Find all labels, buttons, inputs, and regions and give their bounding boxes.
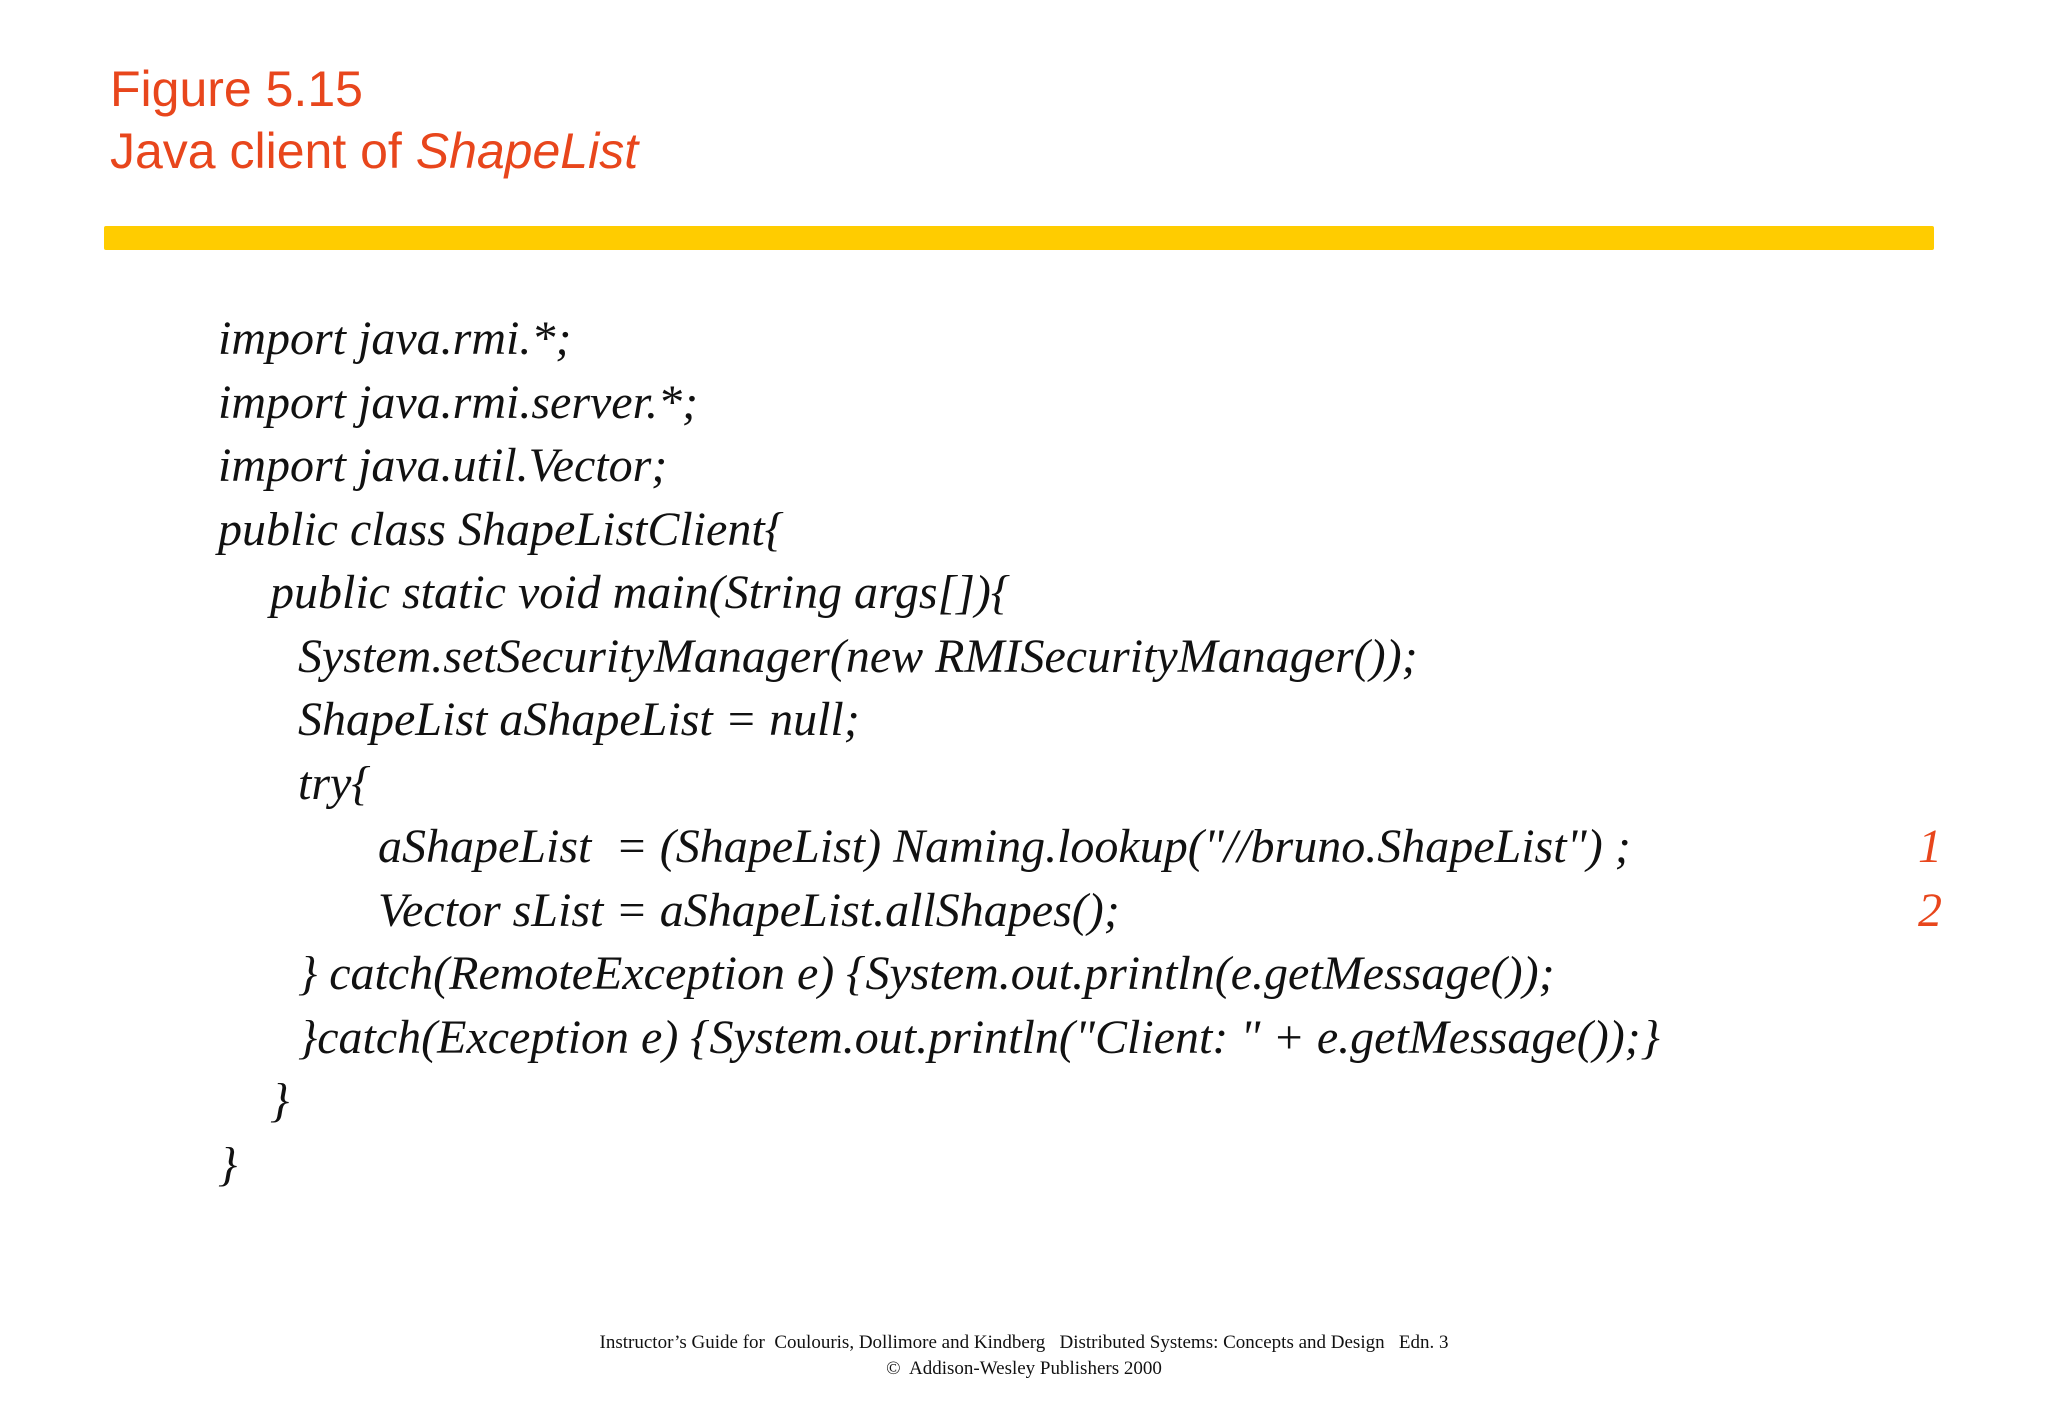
code-text: import java.rmi.*; xyxy=(218,312,572,365)
code-text: public static void main(String args[]){ xyxy=(270,566,1011,619)
code-line xyxy=(218,942,1968,1006)
code-line xyxy=(218,688,1968,752)
line-number-marker: 1 xyxy=(1918,820,1942,873)
figure-caption xyxy=(110,120,638,182)
code-line xyxy=(218,815,1968,879)
code-text: import java.util.Vector; xyxy=(218,439,668,492)
figure-title xyxy=(110,58,638,182)
line-number-marker: 2 xyxy=(1918,883,1942,937)
code-line xyxy=(218,307,1968,371)
code-text: public class ShapeListClient{ xyxy=(218,502,784,556)
footer-credit: Instructor’s Guide for Coulouris, Dollimore and Kindberg Distributed Systems: Concepts and Design Edn. 3 xyxy=(599,1332,1449,1353)
figure-number: Figure 5.15 xyxy=(110,61,363,117)
slide-footer xyxy=(0,1330,2048,1382)
code-line xyxy=(218,561,1968,625)
code-line xyxy=(218,625,1968,689)
code-line xyxy=(218,1006,1968,1070)
code-text: try{ xyxy=(298,756,371,810)
code-listing xyxy=(218,307,1968,1196)
code-line xyxy=(218,434,1968,498)
title-divider xyxy=(104,226,1934,250)
code-text: aShapeList = (ShapeList) Naming.lookup("//bruno.ShapeList") ; xyxy=(378,820,1631,873)
code-text: ShapeList aShapeList = null; xyxy=(298,693,860,746)
figure-caption-class-name: ShapeList xyxy=(415,123,639,179)
code-line xyxy=(218,752,1968,816)
code-text: System.setSecurityManager(new RMISecurityManager()); xyxy=(298,629,1418,683)
code-text: } xyxy=(270,1074,290,1127)
code-line xyxy=(218,1069,1968,1133)
code-text: Vector sList = aShapeList.allShapes(); xyxy=(378,883,1120,937)
code-text: import java.rmi.server.*; xyxy=(218,375,698,429)
code-text: }catch(Exception e) {System.out.println("Client: " + e.getMessage());} xyxy=(298,1010,1660,1064)
figure-caption-prefix: Java client of xyxy=(110,123,416,179)
code-line xyxy=(218,498,1968,562)
code-line xyxy=(218,371,1968,435)
footer-copyright: © Addison-Wesley Publishers 2000 xyxy=(886,1358,1162,1379)
code-text: } xyxy=(218,1137,238,1191)
code-text: } catch(RemoteException e) {System.out.println(e.getMessage()); xyxy=(298,947,1555,1000)
code-line xyxy=(218,1133,1968,1197)
code-line xyxy=(218,879,1968,943)
